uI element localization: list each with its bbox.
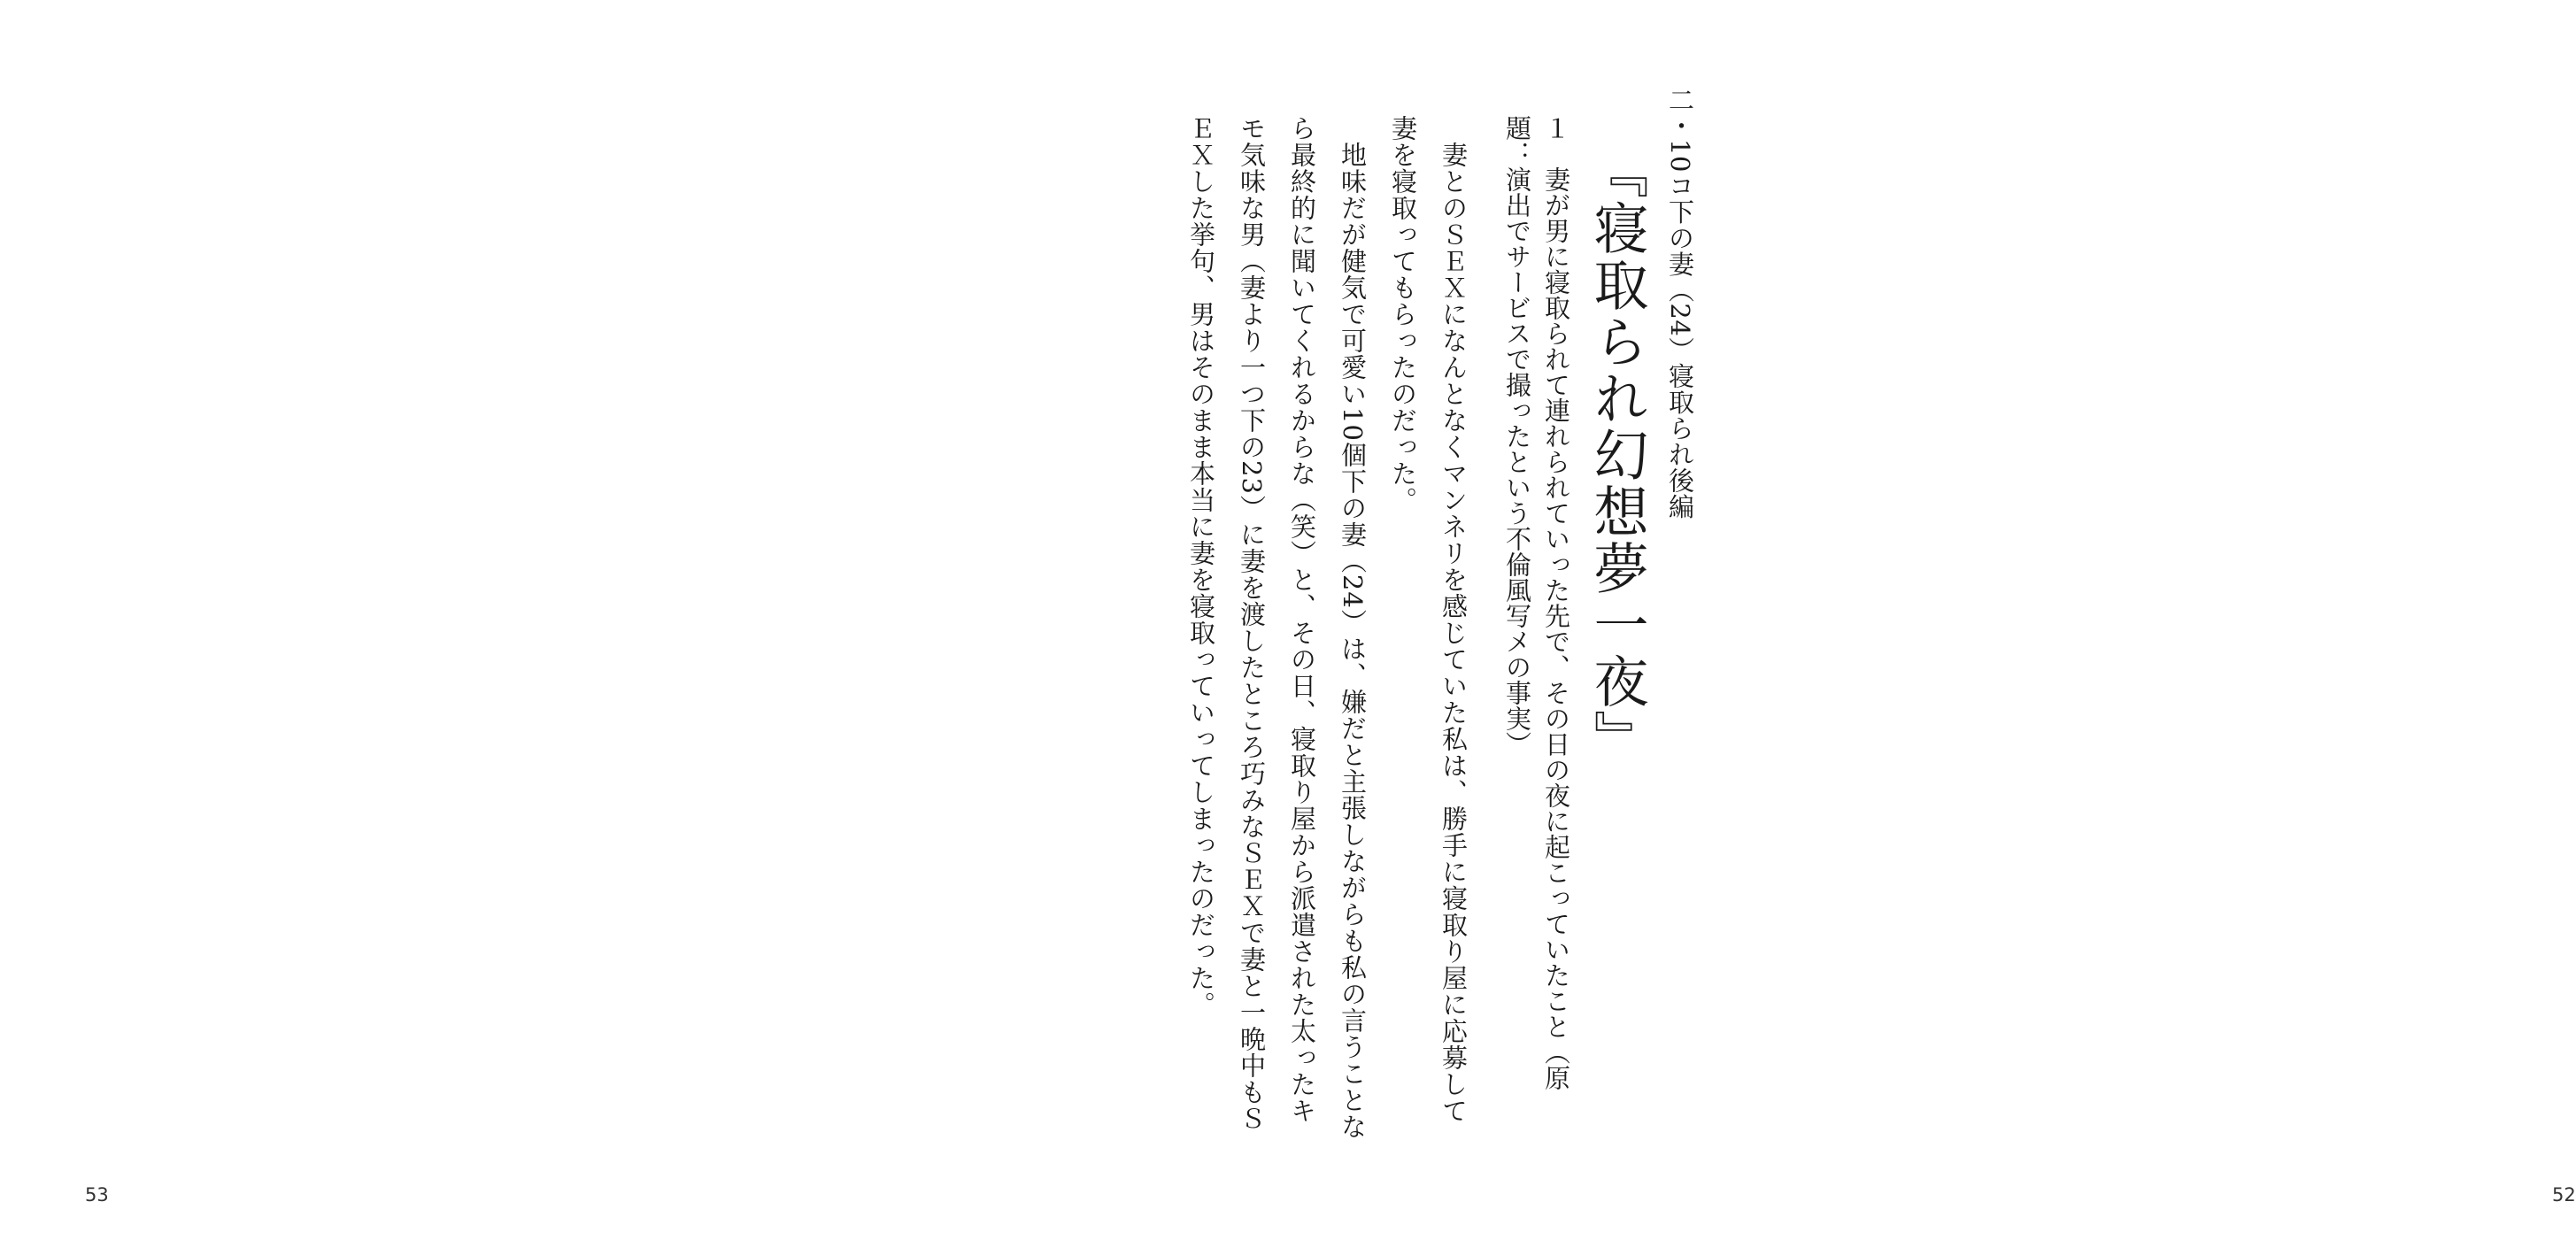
body-line: モ気味な男（妻より一つ下の23）に妻を渡したところ巧みなＳＥＸで妻と一晩中もＳ bbox=[1237, 115, 1267, 1132]
page-right bbox=[885, 0, 2576, 1248]
section-subtitle bbox=[1498, 115, 1576, 1177]
chapter-title: 『寝取られ幻想夢一夜』 bbox=[1585, 143, 1649, 767]
subtitle-line: 題：演出でサービスで撮ったという不倫風写メの事実） bbox=[1502, 115, 1532, 757]
body-line: ら最終的に聞いてくれるからな（笑）と、その日、寝取り屋から派遣された太ったキ bbox=[1287, 115, 1317, 1124]
page-left bbox=[0, 0, 885, 1248]
page-number-right: 52 bbox=[2552, 1184, 2576, 1206]
body-line: 妻とのＳＥＸになんとなくマンネリを感じていた私は、勝手に寝取り屋に応募して bbox=[1438, 115, 1469, 1124]
body-line: ＥＸした挙句、男はそのまま本当に妻を寝取っていってしまったのだった。 bbox=[1186, 115, 1216, 1018]
body-text-right bbox=[1176, 115, 1478, 1159]
body-line: 地味だが健気で可愛い10個下の妻（24）は、嫌だと主張しながらも私の言うことな bbox=[1338, 115, 1368, 1140]
chapter-header: 二・10コ下の妻（24）寝取られ後編 bbox=[1665, 87, 1695, 520]
subtitle-line: １ 妻が男に寝取られて連れられていった先で、その日の夜に起こっていたこと（原 bbox=[1541, 115, 1571, 1090]
page-number-left: 53 bbox=[85, 1184, 109, 1206]
body-line: 妻を寝取ってもらったのだった。 bbox=[1388, 115, 1418, 513]
